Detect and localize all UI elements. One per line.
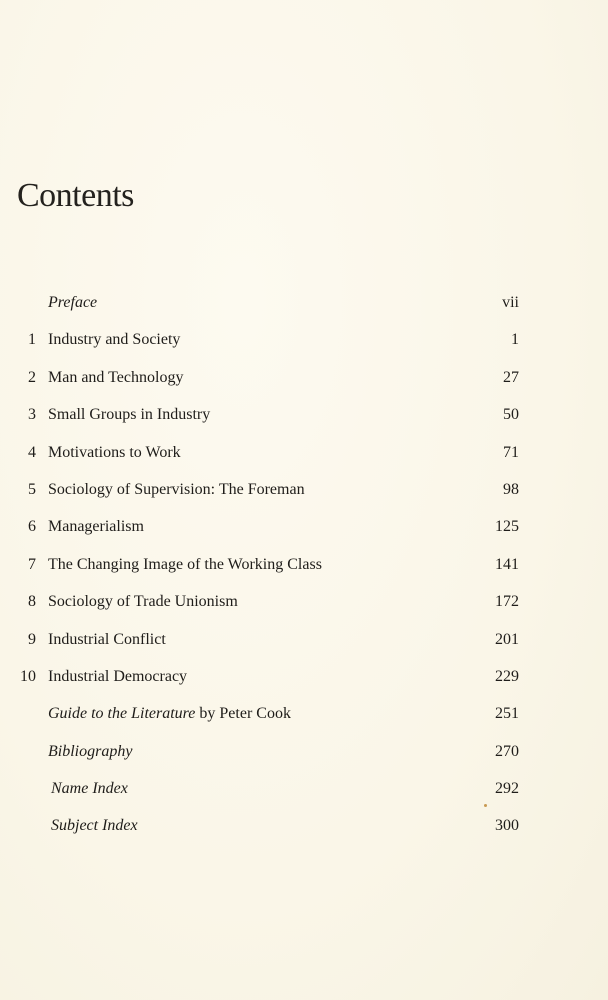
toc-entry-chapter-8: [0, 583, 608, 620]
entry-title: Industry and Society: [48, 331, 181, 349]
page-number: 172: [495, 593, 519, 611]
page-number: 27: [503, 368, 519, 386]
page-number: 50: [503, 406, 519, 424]
chapter-number: 3: [28, 406, 36, 424]
entry-title: Industrial Democracy: [48, 667, 188, 685]
page-number: 125: [495, 518, 519, 536]
chapter-number: 10: [20, 667, 36, 685]
toc-entry-chapter-9: [0, 621, 608, 658]
page-number: 71: [503, 443, 519, 461]
page-number: 229: [495, 667, 519, 685]
entry-title: Bibliography: [48, 742, 133, 760]
chapter-number: 8: [28, 593, 36, 611]
chapter-number: 1: [28, 331, 36, 349]
entry-title: Name Index: [51, 780, 128, 798]
page-number: 270: [495, 742, 519, 760]
toc-entry-chapter-3: [0, 396, 608, 433]
entry-title: Motivations to Work: [48, 443, 181, 461]
paper-speck: [484, 804, 487, 807]
entry-title: Managerialism: [48, 518, 144, 536]
page-number: 201: [495, 630, 519, 648]
toc-entry-name-index: [0, 770, 608, 807]
page-number: 300: [495, 817, 519, 835]
entry-title: The Changing Image of the Working Class: [48, 555, 322, 573]
page-number: 98: [503, 480, 519, 498]
entry-title: Preface: [48, 294, 98, 311]
toc-entry-chapter-5: [0, 471, 608, 508]
table-of-contents: [0, 284, 608, 845]
entry-title: Man and Technology: [48, 368, 184, 386]
chapter-number: 7: [28, 555, 36, 573]
entry-author: by Peter Cook: [195, 705, 291, 723]
toc-entry-chapter-1: [0, 321, 608, 358]
toc-entry-guide-to-literature: [0, 695, 608, 732]
entry-title: Sociology of Trade Unionism: [48, 593, 238, 611]
toc-entry-chapter-7: [0, 546, 608, 583]
chapter-number: 4: [28, 443, 36, 461]
page-title: Contents: [17, 177, 134, 214]
entry-title: Industrial Conflict: [48, 630, 166, 648]
toc-entry-bibliography: [0, 733, 608, 770]
page-number: 292: [495, 780, 519, 798]
entry-title: Guide to the Literature: [48, 705, 196, 723]
page-number: 251: [495, 705, 519, 723]
page-number: 1: [511, 331, 519, 349]
page-number: vii: [502, 294, 519, 311]
chapter-number: 6: [28, 518, 36, 536]
entry-title: Subject Index: [51, 817, 138, 835]
page-number: 141: [495, 555, 519, 573]
toc-entry-chapter-4: [0, 434, 608, 471]
toc-entry-chapter-6: [0, 508, 608, 545]
chapter-number: 2: [28, 368, 36, 386]
toc-entry-subject-index: [0, 807, 608, 844]
entry-title-group: [48, 695, 291, 732]
toc-entry-preface: [0, 284, 608, 321]
toc-entry-chapter-10: [0, 658, 608, 695]
entry-title: Sociology of Supervision: The Foreman: [48, 480, 305, 498]
chapter-number: 5: [28, 480, 36, 498]
chapter-number: 9: [28, 630, 36, 648]
entry-title: Small Groups in Industry: [48, 406, 211, 424]
toc-entry-chapter-2: [0, 359, 608, 396]
